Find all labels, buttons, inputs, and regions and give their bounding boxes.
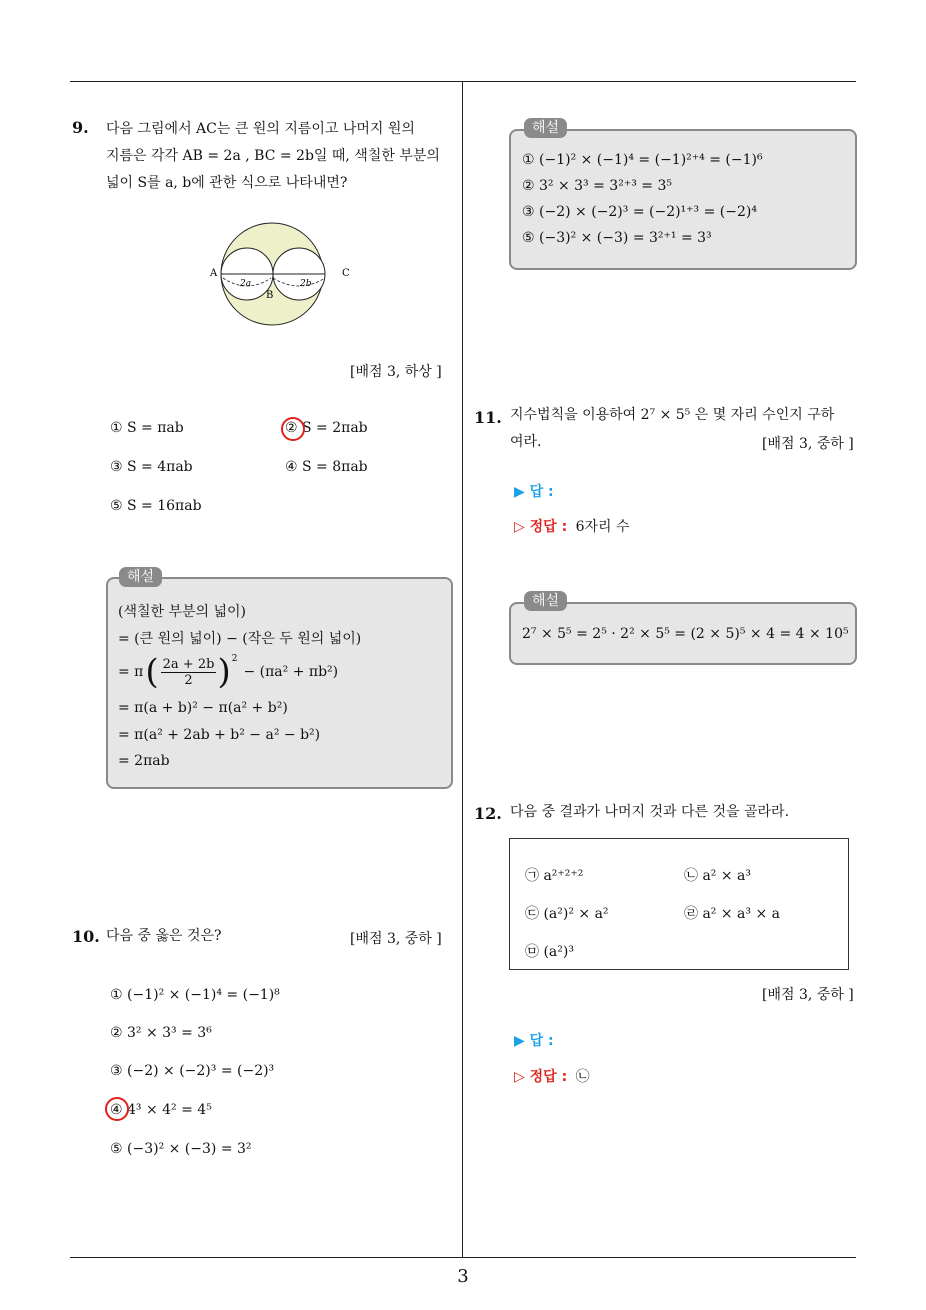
q11-number: 11. bbox=[474, 408, 502, 427]
q9-answer-mark bbox=[281, 417, 305, 441]
label-2b: 2b bbox=[300, 279, 312, 289]
q12-correct-row bbox=[514, 1066, 590, 1086]
q10-answer-mark bbox=[105, 1097, 129, 1121]
q9-explanation-tag: 해설 bbox=[119, 567, 162, 587]
q10-explanation-tag: 해설 bbox=[524, 118, 567, 138]
q11-correct-label: ▷ 정답 : bbox=[514, 519, 568, 535]
q12-item-2: ㉡ a² × a³ bbox=[684, 868, 751, 884]
q10-score: [배점 3, 중하 ] bbox=[350, 931, 442, 947]
q10-number: 10. bbox=[72, 927, 100, 946]
q12-item-1: ㉠ a²⁺²⁺² bbox=[525, 868, 584, 884]
q9-choice-5[interactable]: ⑤ S = 16πab bbox=[110, 498, 202, 514]
q10-choice-5[interactable]: ⑤ (−3)² × (−3) = 3² bbox=[110, 1141, 252, 1157]
fraction-denominator: 2 bbox=[184, 672, 193, 688]
q10-explanation-box bbox=[509, 129, 857, 270]
q9-expl-line-4: = π(a + b)² − π(a² + b²) bbox=[118, 700, 288, 716]
square-exponent: 2 bbox=[231, 654, 238, 664]
q9-expl-fraction-line bbox=[118, 652, 338, 692]
q11-answer-label[interactable]: ▶ 답 : bbox=[514, 484, 554, 500]
q10-expl-line-4: ⑤ (−3)² × (−3) = 3²⁺¹ = 3³ bbox=[522, 230, 712, 246]
q9-text-line-1: 다음 그림에서 AC는 큰 원의 지름이고 나머지 원의 bbox=[106, 121, 415, 137]
q10-expl-line-2: ② 3² × 3³ = 3²⁺³ = 3⁵ bbox=[522, 178, 672, 194]
q9-text-line-3: 넓이 S를 a, b에 관한 식으로 나타내면? bbox=[106, 175, 348, 191]
fraction bbox=[161, 657, 217, 688]
q10-choice-1[interactable]: ① (−1)² × (−1)⁴ = (−1)⁸ bbox=[110, 987, 280, 1003]
page-number: 3 bbox=[457, 1266, 469, 1287]
q10-choice-2[interactable]: ② 3² × 3³ = 3⁶ bbox=[110, 1025, 212, 1041]
q12-item-3: ㉢ (a²)² × a² bbox=[525, 906, 609, 922]
q11-score: [배점 3, 중하 ] bbox=[762, 436, 854, 452]
q12-number: 12. bbox=[474, 804, 502, 823]
q9-expl-line-6: = 2πab bbox=[118, 753, 170, 769]
q10-expl-line-3: ③ (−2) × (−2)³ = (−2)¹⁺³ = (−2)⁴ bbox=[522, 204, 757, 220]
q9-text bbox=[106, 116, 458, 197]
q9-choice-2[interactable]: ② S = 2πab bbox=[285, 420, 368, 436]
q12-item-4: ㉣ a² × a³ × a bbox=[684, 906, 780, 922]
q12-correct-label: ▷ 정답 : bbox=[514, 1069, 568, 1085]
q12-item-5: ㉤ (a²)³ bbox=[525, 944, 574, 960]
q9-text-line-2: 지름은 각각 AB = 2a , BC = 2b일 때, 색칠한 부분의 bbox=[106, 148, 440, 164]
column-divider bbox=[462, 82, 463, 1257]
q11-correct-row bbox=[514, 516, 630, 536]
q12-text: 다음 중 결과가 나머지 것과 다른 것을 골라라. bbox=[510, 804, 790, 820]
q12-correct-value: ㉡ bbox=[575, 1069, 590, 1085]
q9-choice-1[interactable]: ① S = πab bbox=[110, 420, 184, 436]
q9-choice-3[interactable]: ③ S = 4πab bbox=[110, 459, 193, 475]
q11-expl-line: 2⁷ × 5⁵ = 2⁵ · 2² × 5⁵ = (2 × 5)⁵ × 4 = 4 × 10⁵ bbox=[522, 626, 849, 642]
q11-explanation-tag: 해설 bbox=[524, 591, 567, 611]
right-paren: ) bbox=[217, 652, 231, 692]
fraction-tail: − (πa² + πb²) bbox=[243, 664, 339, 680]
q11-text-line-2: 여라. bbox=[510, 434, 542, 450]
fraction-numerator: 2a + 2b bbox=[162, 656, 215, 672]
label-b: B bbox=[266, 290, 274, 301]
q9-expl-line-3: = π bbox=[118, 664, 144, 680]
q9-choice-4[interactable]: ④ S = 8πab bbox=[285, 459, 368, 475]
q9-expl-line-1: (색칠한 부분의 넓이) bbox=[118, 604, 247, 620]
bottom-rule bbox=[70, 1257, 856, 1258]
top-rule bbox=[70, 81, 856, 82]
q9-circle-figure bbox=[200, 210, 360, 340]
left-paren: ( bbox=[145, 652, 159, 692]
q12-score: [배점 3, 중하 ] bbox=[762, 987, 854, 1003]
label-c: C bbox=[342, 268, 350, 279]
q9-expl-line-2: = (큰 원의 넓이) − (작은 두 원의 넓이) bbox=[118, 631, 362, 647]
q10-text: 다음 중 옳은 것은? bbox=[106, 928, 222, 944]
label-2a: 2a bbox=[240, 279, 252, 289]
q9-number: 9. bbox=[72, 118, 89, 137]
q12-answer-label[interactable]: ▶ 답 : bbox=[514, 1033, 554, 1049]
q10-choice-3[interactable]: ③ (−2) × (−2)³ = (−2)³ bbox=[110, 1063, 275, 1079]
label-a: A bbox=[210, 268, 218, 279]
q11-correct-value: 6자리 수 bbox=[575, 519, 630, 535]
q9-score: [배점 3, 하상 ] bbox=[350, 364, 442, 380]
q9-expl-line-5: = π(a² + 2ab + b² − a² − b²) bbox=[118, 727, 321, 743]
q10-expl-line-1: ① (−1)² × (−1)⁴ = (−1)²⁺⁴ = (−1)⁶ bbox=[522, 152, 763, 168]
q11-text-line-1: 지수법칙을 이용하여 2⁷ × 5⁵ 은 몇 자리 수인지 구하 bbox=[510, 407, 835, 423]
q10-choice-4[interactable]: ④ 4³ × 4² = 4⁵ bbox=[110, 1102, 212, 1118]
